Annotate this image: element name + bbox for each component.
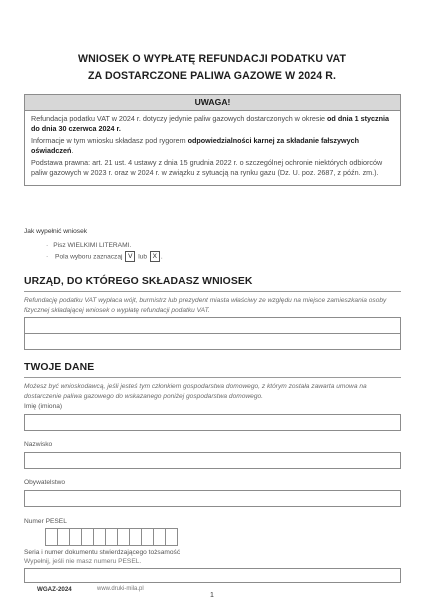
section-title-office: URZĄD, DO KTÓREGO SKŁADASZ WNIOSEK — [24, 276, 253, 287]
page-number: 1 — [210, 592, 214, 599]
instructions-heading: Jak wypełnić wniosek — [24, 228, 88, 235]
pesel-boxes[interactable] — [46, 528, 178, 546]
id-document-field[interactable] — [24, 568, 401, 583]
form-title-line-2: ZA DOSTARCZONE PALIWA GAZOWE W 2024 R. — [87, 70, 337, 82]
section-divider-office — [24, 291, 401, 292]
applicant-description: Możesz być wnioskodawcą, jeśli jesteś tym członkiem gospodarstwa domowego, z którym została zawarta umowa na dostarczenie paliwa gazowego do wskazanego poniżej gospodarstwa domowego. — [24, 383, 367, 400]
form-code: WGAZ-2024 — [37, 586, 72, 593]
citizenship-label: Obywatelstwo — [24, 479, 66, 486]
last-name-field[interactable] — [24, 452, 401, 469]
section-title-applicant: TWOJE DANE — [24, 362, 95, 373]
example-checkbox-v: V — [125, 251, 135, 262]
id-document-label: Seria i numer dokumentu stwierdzającego tożsamość — [24, 549, 181, 556]
notice-period-dates: od dnia 1 stycznia do dnia 30 czerwca 2024 r. — [31, 114, 389, 133]
section-divider-applicant — [24, 377, 401, 378]
first-name-field[interactable] — [24, 414, 401, 431]
office-field-line-1[interactable] — [24, 317, 401, 334]
publisher-site: www.druki-mila.pl — [97, 586, 144, 592]
id-document-hint: Wypełnij, jeśli nie masz numeru PESEL. — [24, 558, 142, 565]
office-field-line-2[interactable] — [24, 333, 401, 350]
first-name-label: Imię (imiona) — [24, 403, 63, 410]
instructions-list — [46, 240, 163, 262]
notice-heading: UWAGA! — [25, 95, 400, 111]
example-checkbox-x: X — [150, 251, 160, 262]
notice-box — [24, 94, 401, 186]
notice-paragraph-period: Refundacja podatku VAT w 2024 r. dotyczy jedynie paliw gazowych dostarczonych w okresie od dnia 1 stycznia do dnia 30 czerwca 2024 r. — [31, 114, 389, 133]
notice-paragraph-legal-basis: Podstawa prawna: art. 21 ust. 4 ustawy z dnia 15 grudnia 2022 r. o szczególnej ochronie niektórych odbiorców paliw gazowych w 2023 r. oraz w 2024 r. w związku z sytuacją na rynku gazu (Dz. U. poz. 2687, z późn. zm.). — [31, 158, 383, 177]
citizenship-field[interactable] — [24, 490, 401, 507]
last-name-label: Nazwisko — [24, 441, 53, 448]
pesel-digit-box[interactable] — [165, 528, 178, 546]
pesel-label: Numer PESEL — [24, 518, 67, 525]
office-description: Refundację podatku VAT wypłaca wójt, burmistrz lub prezydent miasta właściwy ze względu na miejsce zamieszkania osoby fizycznej składającej wniosek o wypłatę refundacji podatku VAT. — [24, 297, 387, 314]
instruction-uppercase: · Pisz WIELKIMI LITERAMI. — [46, 240, 163, 251]
form-title-line-1: WNIOSEK O WYPŁATĘ REFUNDACJI PODATKU VAT — [77, 53, 347, 65]
instruction-checkboxes: · Pola wyboru zaznaczaj V lub X . — [46, 251, 163, 262]
notice-liability-bold: odpowiedzialności karnej za składanie fałszywych oświadczeń — [31, 136, 359, 155]
notice-paragraph-liability: Informacje w tym wniosku składasz pod rygorem odpowiedzialności karnej za składanie fałszywych oświadczeń. — [31, 136, 359, 155]
